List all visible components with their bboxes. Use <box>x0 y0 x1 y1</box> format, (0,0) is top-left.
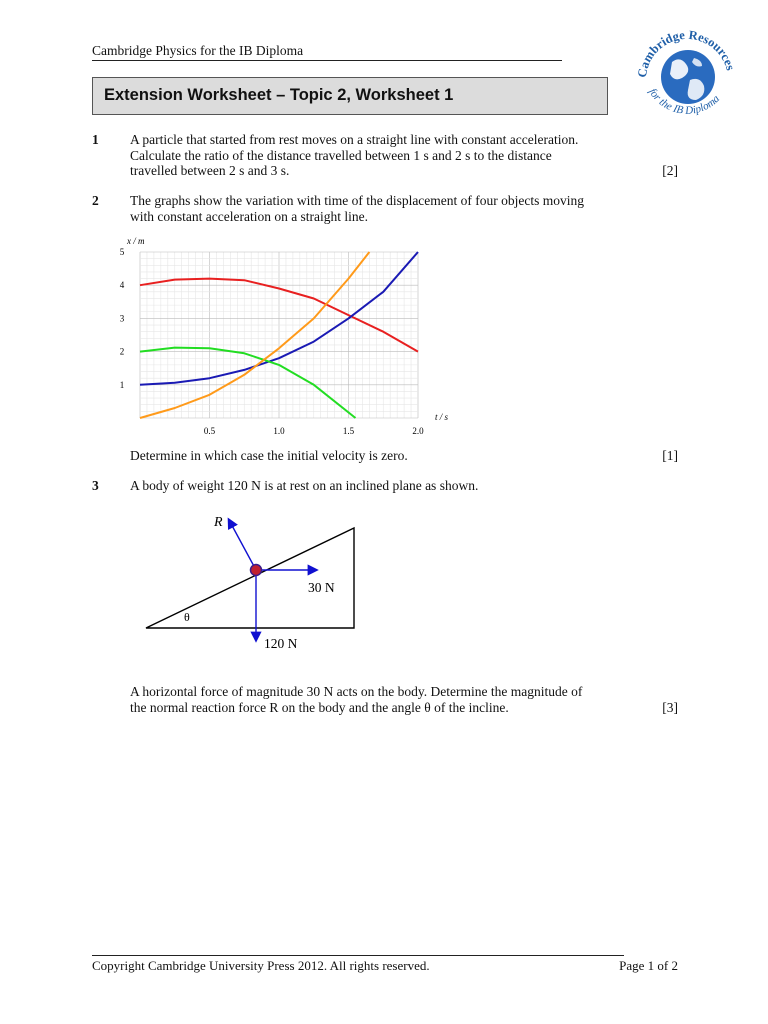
label-theta: θ <box>184 610 190 624</box>
y-tick-label: 2 <box>119 346 125 357</box>
x-tick-label: 2.0 <box>412 426 424 436</box>
question-2-number: 2 <box>92 193 99 208</box>
svg-text:for the IB Diploma: for the IB Diploma <box>646 86 723 117</box>
y-tick-label: 3 <box>119 313 125 324</box>
question-2-marks: [1] <box>662 448 678 463</box>
body-point <box>251 565 262 576</box>
svg-text:Cambridge Resources: Cambridge Resources <box>634 27 738 79</box>
y-tick-label: 4 <box>119 280 125 291</box>
question-3-follow-line-2: the normal reaction force R on the body and the angle θ of the incline. <box>130 699 509 715</box>
y-tick-label: 5 <box>119 247 125 257</box>
label-R: R <box>214 515 223 530</box>
y-axis-label: x / m <box>127 236 145 246</box>
series-line-4 <box>140 252 369 418</box>
question-2-line-1: The graphs show the variation with time of the displacement of four objects moving <box>130 193 585 208</box>
x-axis-label: t / s <box>435 412 449 422</box>
question-1-number: 1 <box>92 132 99 147</box>
question-1-line-2: Calculate the ratio of the distance travelled between 1 s and 2 s to the distance <box>130 147 552 163</box>
question-3-follow-line-1: A horizontal force of magnitude 30 N acts on the body. Determine the magnitude of <box>130 684 583 699</box>
label-30N: 30 N <box>308 580 335 595</box>
x-tick-label: 1.5 <box>342 426 355 436</box>
x-tick-label: 0.5 <box>203 426 216 436</box>
question-2-line-2: with constant acceleration on a straight line. <box>130 208 369 224</box>
question-3-number: 3 <box>92 478 99 493</box>
question-1-line-3: travelled between 2 s and 3 s. <box>130 163 290 178</box>
x-tick-label: 1.0 <box>273 426 285 436</box>
question-1-marks: [2] <box>662 163 678 178</box>
header-text: Cambridge Physics for the IB Diploma <box>92 43 304 58</box>
inclined-plane-diagram <box>140 508 370 658</box>
header-rule <box>92 60 562 61</box>
footer-copyright: Copyright Cambridge University Press 2012. All rights reserved. <box>92 958 430 973</box>
question-2-text <box>130 193 610 224</box>
question-1-text <box>130 132 610 179</box>
footer-rule <box>92 955 624 956</box>
question-3-line-1: A body of weight 120 N is at rest on an inclined plane as shown. <box>130 478 479 493</box>
cambridge-logo <box>632 22 742 122</box>
label-120N: 120 N <box>264 636 298 651</box>
chart-grid <box>140 252 418 418</box>
question-1-line-1: A particle that started from rest moves on a straight line with constant acceleration. <box>130 132 579 147</box>
question-2-follow-up: Determine in which case the initial velocity is zero. <box>130 448 408 463</box>
incline-triangle <box>146 528 354 628</box>
question-3-marks: [3] <box>662 700 678 715</box>
displacement-time-graph <box>110 232 460 442</box>
y-tick-label: 1 <box>119 379 125 390</box>
footer-page-number: Page 1 of 2 <box>619 958 678 973</box>
worksheet-title: Extension Worksheet – Topic 2, Worksheet 1 <box>104 86 454 104</box>
question-3-follow-up <box>130 684 610 715</box>
normal-force-arrow <box>229 520 256 570</box>
